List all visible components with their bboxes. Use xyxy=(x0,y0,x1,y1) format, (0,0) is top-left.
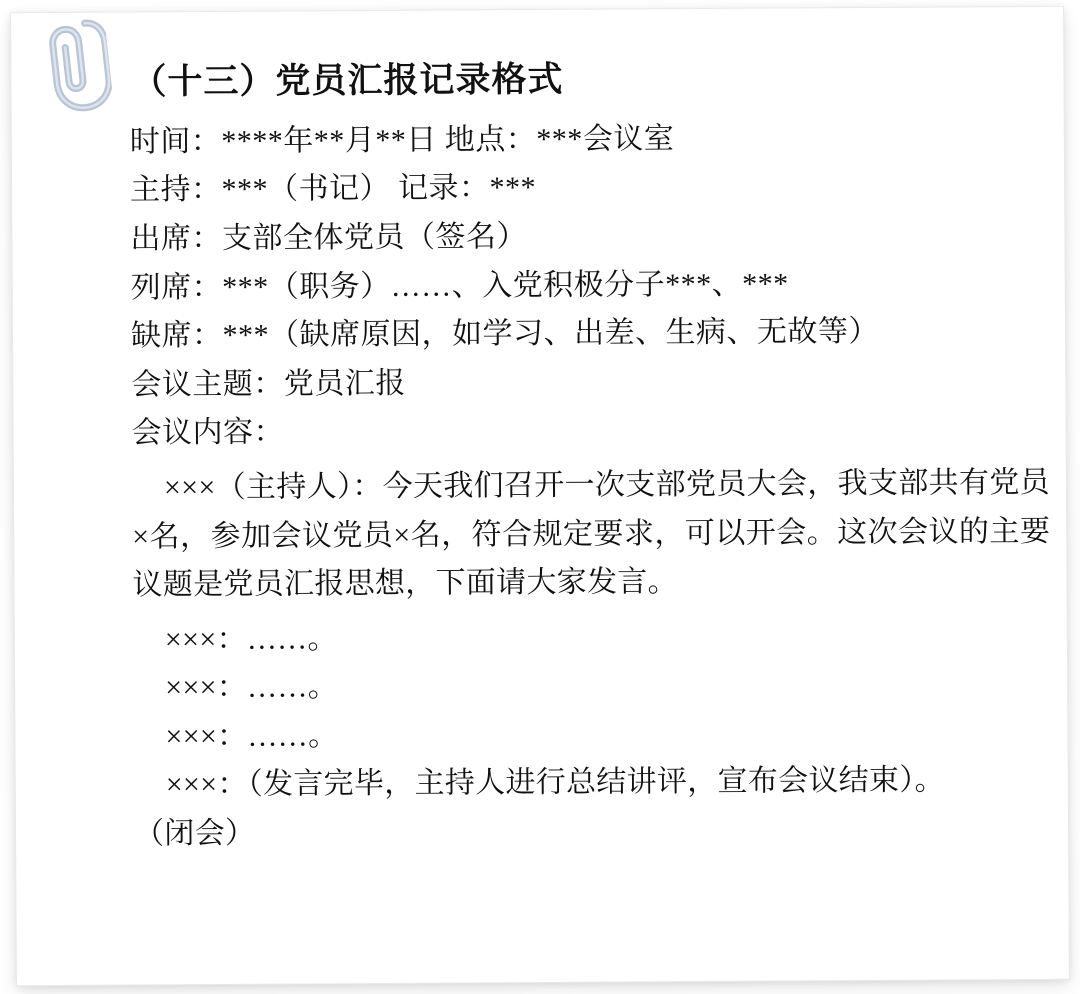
meta-line-time-place: 时间：****年**月**日 地点：***会议室 xyxy=(129,121,675,159)
page-title: （十三）党员汇报记录格式 xyxy=(131,59,564,102)
speaker-line-2: ×××：……。 xyxy=(165,670,339,705)
speaker-line-3: ×××：……。 xyxy=(165,719,339,754)
meta-line-topic: 会议主题：党员汇报 xyxy=(131,366,406,402)
speaker-line-4: ×××：（发言完毕，主持人进行总结讲评，宣布会议结束）。 xyxy=(165,764,946,802)
meta-line-absentees: 缺席：***（缺席原因，如学习、出差、生病、无故等） xyxy=(130,315,880,353)
body-paragraph: ×××（主持人）：今天我们召开一次支部党员大会，我支部共有党员×名，参加会议党员×名，符合规定要求，可以开会。这次会议的主要议题是党员汇报思想，下面请大家发言。 xyxy=(132,465,1051,602)
meta-line-host-recorder: 主持：***（书记） 记录：*** xyxy=(130,171,537,207)
speaker-line-1: ×××：……。 xyxy=(164,621,338,656)
meta-line-attendees: 出席：支部全体党员（签名） xyxy=(130,220,528,256)
closing-line: （闭会） xyxy=(133,816,256,851)
document-content xyxy=(129,55,1051,859)
paper-inner xyxy=(11,7,1069,985)
meta-line-observers: 列席：***（职务）……、入党积极分子***、*** xyxy=(130,267,789,305)
paper-sheet xyxy=(11,7,1069,985)
meta-line-content-label: 会议内容： xyxy=(131,415,285,450)
paperclip-icon xyxy=(30,15,114,119)
